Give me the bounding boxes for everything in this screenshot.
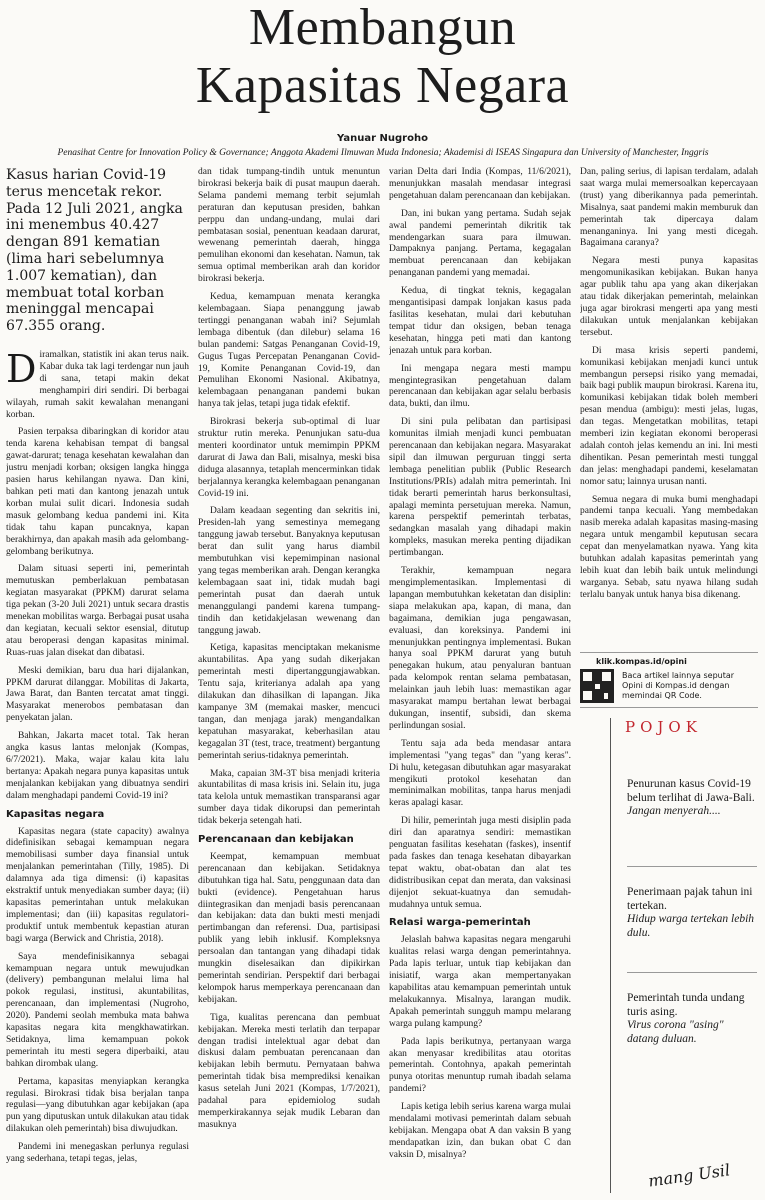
paragraph: Kedua, di tingkat teknis, kegagalan mengantisipasi dampak lonjakan kasus pada fasilitas kesehatan, mulai dari kebutuhan tempat tidur dan oksigen, beban tenaga kesehatan, hingga peti mati dan kantong jenazah untuk para korban. (389, 286, 571, 356)
paragraph: Di masa krisis seperti pandemi, komunikasi kebijakan menjadi kunci untuk membangun persepsi risiko yang memadai, baik bagi publik maupun birokrasi. Karena itu, komunikasi kebijakan tidak boleh memberi pesan mendua (ambigu): mesti jelas, lugas, dan tegas. Mengetatkan mobilitas, tetapi memberi izin kegiatan ekonomi beroperasi adalah contoh jelas kemendu an ini. Ini mesti dihentikan. Pesan pemerintah mesti tunggal dan jelas: menghadapi pandemi, keselamatan nomor satu; lainnya urusan nanti. (580, 345, 758, 487)
paragraph: varian Delta dari India (Kompas, 11/6/2021), menunjukkan masalah mendasar integrasi pengetahuan dalam perencanaan dan kebijakan. (389, 167, 571, 201)
paragraph: Lapis ketiga lebih serius karena warga mulai mendalami motivasi pemerintah dalam sebuah kebijakan. Mengapa obat A dan vaksin B yang mendapatkan izin, dan bukan obat C dan vaksin D, misalnya? (389, 1102, 571, 1160)
column-3 (389, 167, 571, 1200)
column-2 (198, 167, 380, 1200)
column-4 (580, 167, 758, 643)
subheading-kapasitas-negara: Kapasitas negara (6, 808, 105, 820)
paragraph: Pada lapis berikutnya, pertanyaan warga akan menyasar kredibilitas atau otoritas pemerintah. Contohnya, apakah pemerintah punya otoritas menuntup rumah ibadah selama pandemi? (389, 1036, 571, 1095)
paragraph: Semua negara di muka bumi menghadapi pandemi tanpa kecuali. Yang membedakan nasib mereka adalah kapasitas masing-masing negara untuk mengambil keputusan secara cepat dan menyelamatkan nyawa. Yang kita butuhkan adalah kapasitas pemerintah yang lebih kuat dan lebih baik untuk melindungi warganya. Sebab, satu nyawa hilang sudah terlalu banyak untuk hanya bisa dikenang. (580, 494, 758, 600)
qr-code-icon[interactable] (580, 669, 614, 703)
drop-cap: D (6, 350, 37, 391)
paragraph: Kapasitas negara (state capacity) awalnya didefinisikan sebagai kemampuan negara memobilisasi sumber daya finansial untuk menjalankan pemerintahan (Tilly, 1985). Di dalamnya ada tiga dimensi: (i) kapasitas ekstraktif untuk menyediakan sumber daya; (ii) kapasitas pemerintahan untuk melakukan implementasi; dan (iii) kapasitas regulatori-produktif untuk membentuk kepastian aturan bagi warga (Berwick and Christia, 2018). (6, 826, 189, 944)
paragraph: Dalam situasi seperti ini, pemerintah memutuskan pemberlakuan pembatasan kegiatan masyarakat (PPKM) darurat selama tiga pekan (3-20 Juli 2021) untuk secara drastis menekan mobilitas warga. Berbagai pusat usaha dan kegiatan, kecuali sektor esensial, ditutup atau beroperasi dengan kapasitas minimal. Ruas-ruas jalan disekat dan dibatasi. (6, 564, 189, 658)
paragraph: Diramalkan, statistik ini akan terus naik. Kabar duka tak lagi terdengar nun jauh di sana, tetapi makin dekat menghampiri diri sendiri. Di berbagai wilayah, rumah sakit kewalahan menangani korban. (6, 350, 189, 420)
paragraph: Ini mengapa negara mesti mampu mengintegrasikan pengetahuan dalam perencanaan dan kebijakan agar selalu berbasis data, bukti, dan ilmu. (389, 363, 571, 410)
paragraph: Terakhir, kemampuan negara mengimplementasikan. Implementasi di lapangan membutuhkan keketatan dan disiplin: siapa melakukan apa, kapan, di mana, dan bagaimana, demikian juga pengawasan, evaluasi, dan koreksinya. Pandemi ini menunjukkan pentingnya implementasi. Bukan hanya soal PPKM darurat yang butuh penegakan hukum, atau penyaluran bantuan pada kelompok rentan selama pembatasan, melainkan jauh lebih luas: memastikan agar masyarakat mampu bertahan lewat berbagai dukungan, insentif, subsidi, dan skema perlindungan sosial. (389, 566, 571, 731)
subheading-relasi: Relasi warga-pemerintah (389, 917, 531, 929)
paragraph: Maka, capaian 3M-3T bisa menjadi kriteria akuntabilitas di masa krisis ini. Selain itu, juga tata kelola untuk memastikan transparansi agar sumber daya tidak dikorupsi dan pemerintah tidak bekerja setengah hati. (198, 768, 380, 827)
paragraph: Ketiga, kapasitas menciptakan mekanisme akuntabilitas. Apa yang sudah dikerjakan pemerintah mesti dipertanggungjawabkan. Tentu saja, kriterianya adalah apa yang dilakukan dan dihasilkan di lapangan. Jika kampanye 3M (memakai masker, mencuci tangan, dan menjaga jarak) mengandalkan kepatuhan masyarakat, keberhasilan atau kegagalan 3T (test, trace, treatment) bergantung pemerintah serius-tidaknya pemerintah. (198, 643, 380, 761)
paragraph: Keempat, kemampuan membuat perencanaan dan kebijakan. Setidaknya dibutuhkan tiga hal. Satu, penggunaan data dan bukti (evidence). Pengetahuan harus diintegrasikan dan menjadi basis perencanaan dan kebijakan: data dan bukti mesti menjadi pertimbangan dan referensi. Dua, partisipasi publik yang lebih inklusif. Kompleksnya persoalan dan tantangan yang dihadapi tidak mungkin diselesaikan dan dipikirkan pemerintah sendirian. Perspektif dari berbagai kelompok harus memperkaya perencanaan dan kebijakan. (198, 851, 380, 1005)
paragraph: Bahkan, Jakarta macet total. Tak heran angka kasus lantas melonjak (Kompas, 6/7/2021). Maka, wajar kalau kita lalu bertanya: Apakah negara punya kapasitas untuk menjalankan kebijakan yang dibuatnya sendiri dalam menghadapi pandemi Covid-19 ini? (6, 731, 189, 801)
paragraph: dan tidak tumpang-tindih untuk menuntun birokrasi bekerja baik di pusat maupun daerah. Selama pandemi memang terbit sejumlah peraturan dan keputusan presiden, bahkan perppu dan undang-undang, mulai dari pembatasan sosial, penentuan keadaan darurat, wewenang pemerintah daerah, hingga pemulihan ekonomi dan kesehatan. Namun, tak semua optimal memberikan arah dan koridor birokrasi bekerja. (198, 167, 380, 285)
paragraph: Kedua, kemampuan menata kerangka kelembagaan. Siapa penanggung jawab tertinggi penanganan wabah ini? Sejumlah lembaga dibentuk (dan dilebur) selama 16 bulan pandemi: Satgas Penanganan Covid-19, Gugus Tugas Percepatan Penanganan Covid-19, Komite Penanganan Covid-19, dan Pemulihan Ekonomi Nasional. Akibatnya, kelembagaan penanganan pandemi bukan hanya tak jelas, tetapi juga tidak efektif. (198, 292, 380, 410)
paragraph: Jelaslah bahwa kapasitas negara mengaruhi kualitas relasi warga dengan pemerintahnya. Pada lapis terluar, untuk tiap kebijakan dan inisiatif, warga akan mempertanyakan kapabilitas atau kemampuan pemerintah untuk melakukannya. Misalnya, larangan mudik. Apakah pemerintah sungguh mampu melarang warga pulang kampung? (389, 935, 571, 1029)
pojok-column (610, 718, 759, 1193)
paragraph: Meski demikian, baru dua hari dijalankan, PPKM darurat dilanggar. Mobilitas di Jakarta, Jawa Barat, dan Banten tercatat amat tinggi. Masyarakat menerobos pembatasan dan penyekatan jalan. (6, 665, 189, 724)
column-1 (6, 350, 189, 1200)
qr-instruction: Baca artikel lainnya seputar Opini di Kompas.id dengan memindai QR Code. (622, 671, 735, 700)
qr-promo[interactable] (580, 652, 758, 708)
paragraph: Di hilir, pemerintah juga mesti disiplin pada diri dan aparatnya sendiri: memastikan penguatan fasilitas kesehatan (faskes), insentif pada faskes dan tenaga kesehatan dibayarkan tepat waktu, obat-obatan dan alat tes didistribusikan cepat dan merata, dan vaksinasi dijenjot sekuat-kuatnya dan semudah-mudahnya untuk semua. (389, 816, 571, 910)
headline-line-2: Kapasitas Negara (195, 57, 570, 114)
paragraph: Negara mesti punya kapasitas mengomunikasikan kebijakan. Bukan hanya agar publik tahu apa yang akan dikerjakan atau tidak dikerjakan pemerintah, melainkan juga agar birokrasi mengerti apa yang mesti dilakukan untuk menjalankan kebijakan tersebut. (580, 256, 758, 338)
paragraph: Dalam keadaan segenting dan sekritis ini, Presiden-lah yang semestinya memegang tanggung jawab tersebut. Banyaknya keputusan berat dan sulit yang harus diambil membutuhkan visi kepemimpinan nasional yang tegas memberikan arah. Dengan kerangka kelembagaan saat ini, tidak mudah bagi pemerintah pusat dan daerah untuk menanggulangi pandemi karena tumpang-tindih dan ketidakjelasan wewenang dan tanggung jawab. (198, 506, 380, 636)
pojok-item: Penerimaan pajak tahun ini tertekan. Hidup warga tertekan lebih dulu. (627, 886, 755, 939)
paragraph: Pasien terpaksa dibaringkan di koridor atau tenda karena kehabisan tempat di bangsal gawat-darurat; tenaga kesehatan kewalahan dan justru menjadi korban; oksigen langka hingga pasien harus kehilangan nyawa. Dan kini, bahkan peti mati dan kantong jenazah untuk korban mulai sulit dicari. Indonesia sudah masuk gelombang kedua pandemi ini. Kita tidak tahu kapan puncaknya, kapan berakhirnya, dan apakah masih ada gelombang-gelombang berikutnya. (6, 427, 189, 557)
pojok-item: Pemerintah tunda undang turis asing. Virus corona "asing" datang duluan. (627, 992, 745, 1045)
paragraph: Di sini pula pelibatan dan partisipasi komunitas ilmiah menjadi kunci pembuatan perencanaan dan kebijakan negara. Masyarakat sipil dan ilmuwan perguruan tinggi serta lembaga penelitian publik (Public Research Institutions/PRIs) adalah mitra pemerintah. Ini tidak berarti pemerintah harus berkonsultasi, apalagi meminta persetujuan mereka. Namun, karena perspektif pemerintah terbatas, sedangkan masalah yang dihadapi makin kompleks, masukan mereka penting dijadikan pertimbangan. (389, 417, 571, 559)
subheading-perencanaan: Perencanaan dan kebijakan (198, 834, 354, 846)
pojok-item: Penurunan kasus Covid-19 belum terlihat di Jawa-Bali. Jangan menyerah.... (627, 778, 755, 817)
paragraph: Saya mendefinisikannya sebagai kemampuan negara untuk mewujudkan (delivery) pembangunan melalui lima hal pokok regulasi, institusi, akuntabilitas, perencanaan, dan implementasi (Nugroho, 2020). Pandemi seolah membuka mata bahwa kapasitas negara kita mengkhawatirkan. Setidaknya, lima kemampuan pokok pemerintah itu mesti segera diperbaiki, atau bahkan dirombak ulang. (6, 951, 189, 1069)
author-name: Yanuar Nugroho (337, 133, 428, 144)
paragraph: Pertama, kapasitas menyiapkan kerangka regulasi. Birokrasi tidak bisa berjalan tanpa regulasi—yang dibutuhkan agar kebijakan (apa pun yang diputuskan untuk dilakukan atau tidak dilakukan oleh pemerintah) bisa diwujudkan. (6, 1076, 189, 1135)
paragraph: Pandemi ini menegaskan perlunya regulasi yang sederhana, tetapi tegas, jelas, (6, 1142, 189, 1165)
paragraph: Tiga, kualitas perencana dan pembuat kebijakan. Mereka mesti terlatih dan terpapar dengan tradisi intelektual agar debat dan diskusi dalam pembuatan perencanaan dan kebijakan lebih bermutu. Pernyataan bahwa pemerintah tidak bisa memprediksi kenaikan kasus setelah Juni 2021 (Kompas, 1/7/2021), padahal para epidemiolog sudah memperkirakannya sejak mudik Lebaran dan masuknya (198, 1012, 380, 1130)
qr-link[interactable]: klik.kompas.id/opini (596, 657, 687, 666)
paragraph: Dan, paling serius, di lapisan terdalam, adalah saat warga mulai memersoalkan kepercayaan (trust) yang diberikannya pada pemerintah. Misalnya, saat pandemi makin memburuk dan pemerintah tak dipercaya dalam menanganinya. Ini yang mesti dicegah. Bagaimana caranya? (580, 167, 758, 249)
pojok-signature: mang Usil (647, 1160, 732, 1191)
paragraph: Birokrasi bekerja sub-optimal di luar struktur rutin mereka. Penunjukan satu-dua menteri koordinator untuk memimpin PPKM darurat di Jawa dan Bali, misalnya, meski bisa diduga alasannya, tetaplah mencerminkan tidak berjalannya kerangka kelembagaan penanganan Covid-19 ini. (198, 417, 380, 499)
pojok-divider (627, 866, 757, 867)
paragraph: Dan, ini bukan yang pertama. Sudah sejak awal pandemi pemerintah dikritik tak mendengarkan suara para ilmuwan. Dampaknya panjang. Pertama, kegagalan membuat perencanaan dan kebijakan penanganan pandemi yang memadai. (389, 208, 571, 279)
author-affiliation: Penasihat Centre for Innovation Policy & Governance; Anggota Akademi Ilmuwan Muda Indonesia; Akademisi di ISEAS Singapura dan University of Manchester, Inggris (57, 148, 709, 158)
headline-line-1: Membangun (248, 0, 517, 56)
pojok-title: POJOK (625, 718, 702, 736)
lead-paragraph: Kasus harian Covid-19 terus mencetak rekor. Pada 12 Juli 2021, angka ini menembus 40.427 dengan 891 kematian (lima hari sebelumnya 1.007 kematian), dan membuat total korban meninggal mencapai 67.355 orang. (6, 167, 183, 335)
pojok-divider (627, 972, 757, 973)
paragraph: Tentu saja ada beda mendasar antara implementasi "yang tegas" dan "yang keras". Di hulu, ketegasan dibutuhkan agar masyarakat mengikuti protokol kesehatan dan meminimalkan mobilitas, tanpa harus menjadi keras apalagi kasar. (389, 738, 571, 809)
